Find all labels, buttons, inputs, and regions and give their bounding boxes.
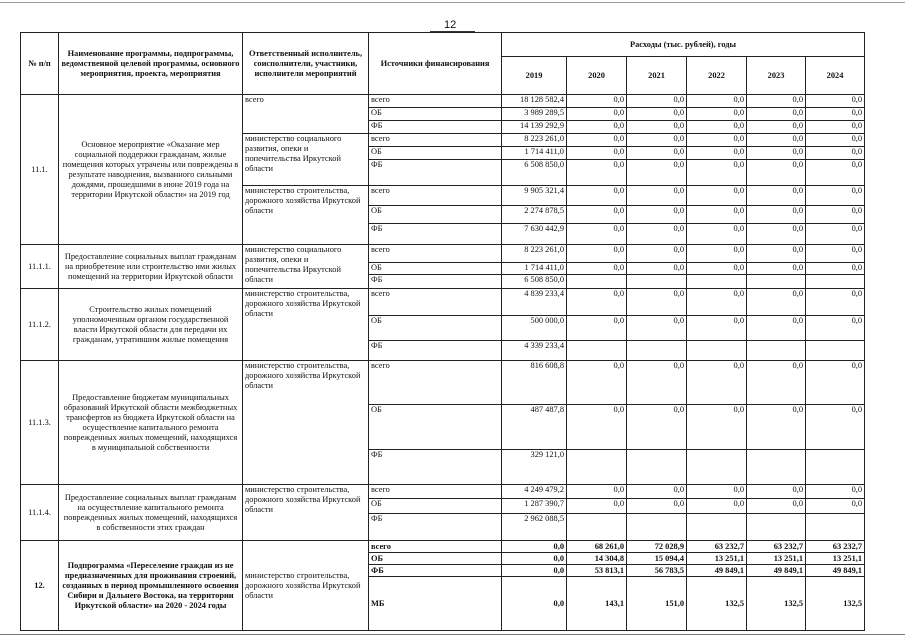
amount-cell: 0,0 [567, 316, 627, 341]
table-row [21, 95, 865, 108]
amount-cell: 0,0 [806, 206, 865, 224]
amount-cell: 0,0 [567, 224, 627, 245]
executor-cell: министерство строительства, дорожного хозяйства Иркутской области [243, 485, 369, 541]
funding-source: ФБ [369, 565, 502, 577]
amount-cell: 0,0 [747, 224, 806, 245]
amount-cell: 0,0 [747, 289, 806, 316]
funding-source: ОБ [369, 263, 502, 275]
amount-cell: 18 128 582,4 [502, 95, 567, 108]
header-year: 2019 [502, 57, 567, 95]
item-name: Основное мероприятие «Оказание мер социальной поддержки гражданам, жилые помещения которых утрачены или повреждены в результате наводнения, вызванного сильными дождями, прошедшими в июне 2019 года на территории Иркутской области» на 2019 год [59, 95, 243, 245]
funding-source: всего [369, 541, 502, 553]
amount-cell: 0,0 [747, 206, 806, 224]
amount-cell: 9 905 321,4 [502, 186, 567, 206]
header-year: 2023 [747, 57, 806, 95]
amount-cell: 0,0 [627, 485, 687, 499]
item-name: Подпрограмма «Переселение граждан из не предназначенных для проживания строений, созданных в период промышленного освоения Сибири и Дальнего Востока, на территории Иркутской области» на 2020 - 2024 годы [59, 541, 243, 631]
amount-cell: 1 714 411,0 [502, 147, 567, 160]
amount-cell: 0,0 [806, 485, 865, 499]
header-year: 2024 [806, 57, 865, 95]
executor-cell: всего [243, 95, 369, 134]
amount-cell: 0,0 [747, 263, 806, 275]
funding-source: ФБ [369, 341, 502, 361]
amount-cell: 0,0 [627, 134, 687, 147]
funding-source: всего [369, 245, 502, 263]
amount-cell: 0,0 [687, 499, 747, 514]
amount-cell: 0,0 [747, 499, 806, 514]
amount-cell [687, 450, 747, 485]
amount-cell [567, 514, 627, 541]
amount-cell: 0,0 [806, 134, 865, 147]
amount-cell: 0,0 [806, 316, 865, 341]
amount-cell [687, 275, 747, 289]
amount-cell: 0,0 [627, 263, 687, 275]
executor-cell: министерство строительства, дорожного хозяйства Иркутской области [243, 541, 369, 631]
amount-cell: 0,0 [627, 147, 687, 160]
amount-cell: 0,0 [747, 108, 806, 121]
amount-cell [627, 514, 687, 541]
amount-cell: 0,0 [687, 263, 747, 275]
item-name: Предоставление социальных выплат гражданам на осуществление капитального ремонта поврежденных жилых помещений, находящихся в собственности этих граждан [59, 485, 243, 541]
amount-cell: 14 139 292,9 [502, 121, 567, 134]
amount-cell: 0,0 [627, 224, 687, 245]
amount-cell: 0,0 [502, 577, 567, 631]
amount-cell [567, 341, 627, 361]
amount-cell: 0,0 [747, 121, 806, 134]
header-source: Источники финансирования [369, 33, 502, 95]
header-num: № п/п [21, 33, 59, 95]
amount-cell: 49 849,1 [687, 565, 747, 577]
amount-cell: 0,0 [747, 405, 806, 450]
amount-cell: 0,0 [502, 541, 567, 553]
amount-cell: 1 287 390,7 [502, 499, 567, 514]
amount-cell [567, 275, 627, 289]
funding-source: всего [369, 485, 502, 499]
amount-cell: 0,0 [687, 108, 747, 121]
amount-cell: 0,0 [567, 95, 627, 108]
executor-cell: министерство социального развития, опеки и попечительства Иркутской области [243, 134, 369, 186]
amount-cell: 6 508 850,0 [502, 275, 567, 289]
amount-cell: 8 223 261,0 [502, 245, 567, 263]
item-code: 11.1.1. [21, 245, 59, 289]
page-number: 12 [444, 19, 457, 31]
amount-cell: 0,0 [502, 565, 567, 577]
funding-source: всего [369, 134, 502, 147]
amount-cell: 63 232,7 [687, 541, 747, 553]
amount-cell: 0,0 [627, 405, 687, 450]
scan-edge-top [0, 2, 905, 3]
amount-cell: 0,0 [627, 186, 687, 206]
amount-cell: 0,0 [687, 134, 747, 147]
amount-cell: 816 608,8 [502, 361, 567, 405]
amount-cell: 0,0 [747, 147, 806, 160]
amount-cell: 0,0 [687, 147, 747, 160]
amount-cell: 0,0 [627, 121, 687, 134]
amount-cell: 0,0 [687, 361, 747, 405]
amount-cell: 329 121,0 [502, 450, 567, 485]
amount-cell [806, 341, 865, 361]
amount-cell: 0,0 [627, 499, 687, 514]
amount-cell: 0,0 [806, 245, 865, 263]
amount-cell: 0,0 [567, 186, 627, 206]
amount-cell: 13 251,1 [747, 553, 806, 565]
item-code: 11.1.3. [21, 361, 59, 485]
amount-cell: 0,0 [806, 147, 865, 160]
item-code: 11.1. [21, 95, 59, 245]
item-name: Строительство жилых помещений уполномоченным органом государственной власти Иркутской области для передачи их гражданам, утратившим жилые помещения [59, 289, 243, 361]
table-row [21, 245, 865, 263]
table-row [21, 361, 865, 405]
amount-cell: 0,0 [747, 316, 806, 341]
funding-source: всего [369, 361, 502, 405]
amount-cell: 0,0 [747, 160, 806, 186]
executor-cell: министерство строительства, дорожного хозяйства Иркутской области [243, 186, 369, 245]
item-code: 11.1.4. [21, 485, 59, 541]
funding-source: ОБ [369, 316, 502, 341]
amount-cell: 487 487,8 [502, 405, 567, 450]
amount-cell: 0,0 [806, 224, 865, 245]
funding-source: ОБ [369, 206, 502, 224]
amount-cell: 4 839 233,4 [502, 289, 567, 316]
executor-cell: министерство строительства, дорожного хозяйства Иркутской области [243, 289, 369, 361]
funding-source: ОБ [369, 147, 502, 160]
amount-cell: 0,0 [687, 121, 747, 134]
amount-cell: 0,0 [806, 499, 865, 514]
amount-cell: 63 232,7 [747, 541, 806, 553]
amount-cell: 0,0 [567, 121, 627, 134]
amount-cell: 0,0 [687, 206, 747, 224]
funding-source: ФБ [369, 224, 502, 245]
funding-source: всего [369, 186, 502, 206]
header-year: 2022 [687, 57, 747, 95]
amount-cell: 53 813,1 [567, 565, 627, 577]
amount-cell: 0,0 [806, 95, 865, 108]
amount-cell [687, 341, 747, 361]
amount-cell [627, 341, 687, 361]
scan-edge-bottom [0, 634, 905, 635]
amount-cell: 6 508 850,0 [502, 160, 567, 186]
amount-cell: 0,0 [687, 95, 747, 108]
amount-cell: 0,0 [806, 263, 865, 275]
amount-cell: 132,5 [747, 577, 806, 631]
amount-cell: 72 028,9 [627, 541, 687, 553]
amount-cell: 0,0 [806, 121, 865, 134]
amount-cell: 0,0 [567, 485, 627, 499]
amount-cell: 143,1 [567, 577, 627, 631]
amount-cell: 0,0 [627, 361, 687, 405]
amount-cell: 0,0 [687, 405, 747, 450]
amount-cell: 0,0 [627, 108, 687, 121]
amount-cell: 63 232,7 [806, 541, 865, 553]
amount-cell: 0,0 [627, 160, 687, 186]
amount-cell [627, 275, 687, 289]
amount-cell [806, 275, 865, 289]
amount-cell: 49 849,1 [806, 565, 865, 577]
header-name: Наименование программы, подпрограммы, ведомственной целевой программы, основного мероприятия, проекта, мероприятия [59, 33, 243, 95]
amount-cell: 49 849,1 [747, 565, 806, 577]
amount-cell: 0,0 [627, 95, 687, 108]
amount-cell [627, 450, 687, 485]
funding-source: ФБ [369, 514, 502, 541]
funding-source: всего [369, 289, 502, 316]
amount-cell: 0,0 [747, 485, 806, 499]
amount-cell [747, 341, 806, 361]
amount-cell: 0,0 [806, 289, 865, 316]
amount-cell: 14 304,8 [567, 553, 627, 565]
amount-cell: 13 251,1 [687, 553, 747, 565]
header-executor: Ответственный исполнитель, соисполнители, участники, исполнители мероприятий [243, 33, 369, 95]
item-name: Предоставление социальных выплат гражданам на приобретение или строительство ими жилых помещений на территории Иркутской области [59, 245, 243, 289]
amount-cell: 1 714 411,0 [502, 263, 567, 275]
amount-cell: 0,0 [747, 95, 806, 108]
amount-cell: 13 251,1 [806, 553, 865, 565]
amount-cell [567, 450, 627, 485]
amount-cell: 0,0 [502, 553, 567, 565]
amount-cell [806, 514, 865, 541]
item-name: Предоставление бюджетам муниципальных образований Иркутской области межбюджетных трансфертов из бюджета Иркутской области на осуществление капитального ремонта поврежденных жилых помещений, находящихся в муниципальной собственности [59, 361, 243, 485]
amount-cell: 0,0 [806, 160, 865, 186]
amount-cell: 132,5 [687, 577, 747, 631]
amount-cell: 8 223 261,0 [502, 134, 567, 147]
amount-cell [687, 514, 747, 541]
header-expenses: Расходы (тыс. рублей), годы [502, 33, 865, 57]
amount-cell: 15 094,4 [627, 553, 687, 565]
table-body [21, 95, 865, 631]
amount-cell: 0,0 [687, 316, 747, 341]
amount-cell: 3 989 289,5 [502, 108, 567, 121]
amount-cell: 132,5 [806, 577, 865, 631]
amount-cell: 0,0 [687, 485, 747, 499]
funding-source: ОБ [369, 108, 502, 121]
amount-cell: 2 274 878,5 [502, 206, 567, 224]
table-row [21, 485, 865, 499]
amount-cell: 0,0 [687, 186, 747, 206]
financing-table [20, 32, 865, 631]
amount-cell: 4 249 479,2 [502, 485, 567, 499]
amount-cell: 0,0 [687, 224, 747, 245]
amount-cell: 500 000,0 [502, 316, 567, 341]
amount-cell: 56 783,5 [627, 565, 687, 577]
funding-source: ОБ [369, 405, 502, 450]
amount-cell: 0,0 [627, 245, 687, 263]
amount-cell: 68 261,0 [567, 541, 627, 553]
amount-cell: 0,0 [747, 361, 806, 405]
funding-source: ОБ [369, 553, 502, 565]
item-code: 11.1.2. [21, 289, 59, 361]
executor-cell: министерство социального развития, опеки и попечительства Иркутской области [243, 245, 369, 289]
amount-cell: 0,0 [806, 186, 865, 206]
amount-cell: 0,0 [627, 289, 687, 316]
amount-cell: 0,0 [687, 245, 747, 263]
amount-cell: 0,0 [567, 160, 627, 186]
funding-source: ФБ [369, 450, 502, 485]
item-code: 12. [21, 541, 59, 631]
amount-cell: 0,0 [567, 108, 627, 121]
amount-cell: 0,0 [567, 134, 627, 147]
header-year: 2020 [567, 57, 627, 95]
amount-cell: 151,0 [627, 577, 687, 631]
funding-source: ФБ [369, 121, 502, 134]
amount-cell: 0,0 [806, 108, 865, 121]
amount-cell: 0,0 [627, 206, 687, 224]
amount-cell: 0,0 [687, 160, 747, 186]
funding-source: ФБ [369, 160, 502, 186]
amount-cell: 0,0 [747, 134, 806, 147]
amount-cell: 0,0 [806, 405, 865, 450]
table-row [21, 541, 865, 553]
header-year: 2021 [627, 57, 687, 95]
amount-cell: 0,0 [567, 147, 627, 160]
amount-cell: 0,0 [567, 263, 627, 275]
amount-cell [747, 514, 806, 541]
amount-cell: 7 630 442,9 [502, 224, 567, 245]
amount-cell: 0,0 [567, 361, 627, 405]
amount-cell: 0,0 [567, 206, 627, 224]
amount-cell [747, 275, 806, 289]
amount-cell: 0,0 [567, 405, 627, 450]
funding-source: ОБ [369, 499, 502, 514]
amount-cell: 0,0 [567, 289, 627, 316]
amount-cell: 0,0 [747, 245, 806, 263]
amount-cell: 0,0 [567, 245, 627, 263]
table-row [21, 289, 865, 316]
funding-source: МБ [369, 577, 502, 631]
amount-cell: 2 962 088,5 [502, 514, 567, 541]
amount-cell [747, 450, 806, 485]
executor-cell: министерство строительства, дорожного хозяйства Иркутской области [243, 361, 369, 485]
funding-source: всего [369, 95, 502, 108]
amount-cell: 0,0 [747, 186, 806, 206]
amount-cell: 0,0 [627, 316, 687, 341]
amount-cell: 4 339 233,4 [502, 341, 567, 361]
amount-cell: 0,0 [806, 361, 865, 405]
funding-source: ФБ [369, 275, 502, 289]
amount-cell [806, 450, 865, 485]
amount-cell: 0,0 [567, 499, 627, 514]
amount-cell: 0,0 [687, 289, 747, 316]
